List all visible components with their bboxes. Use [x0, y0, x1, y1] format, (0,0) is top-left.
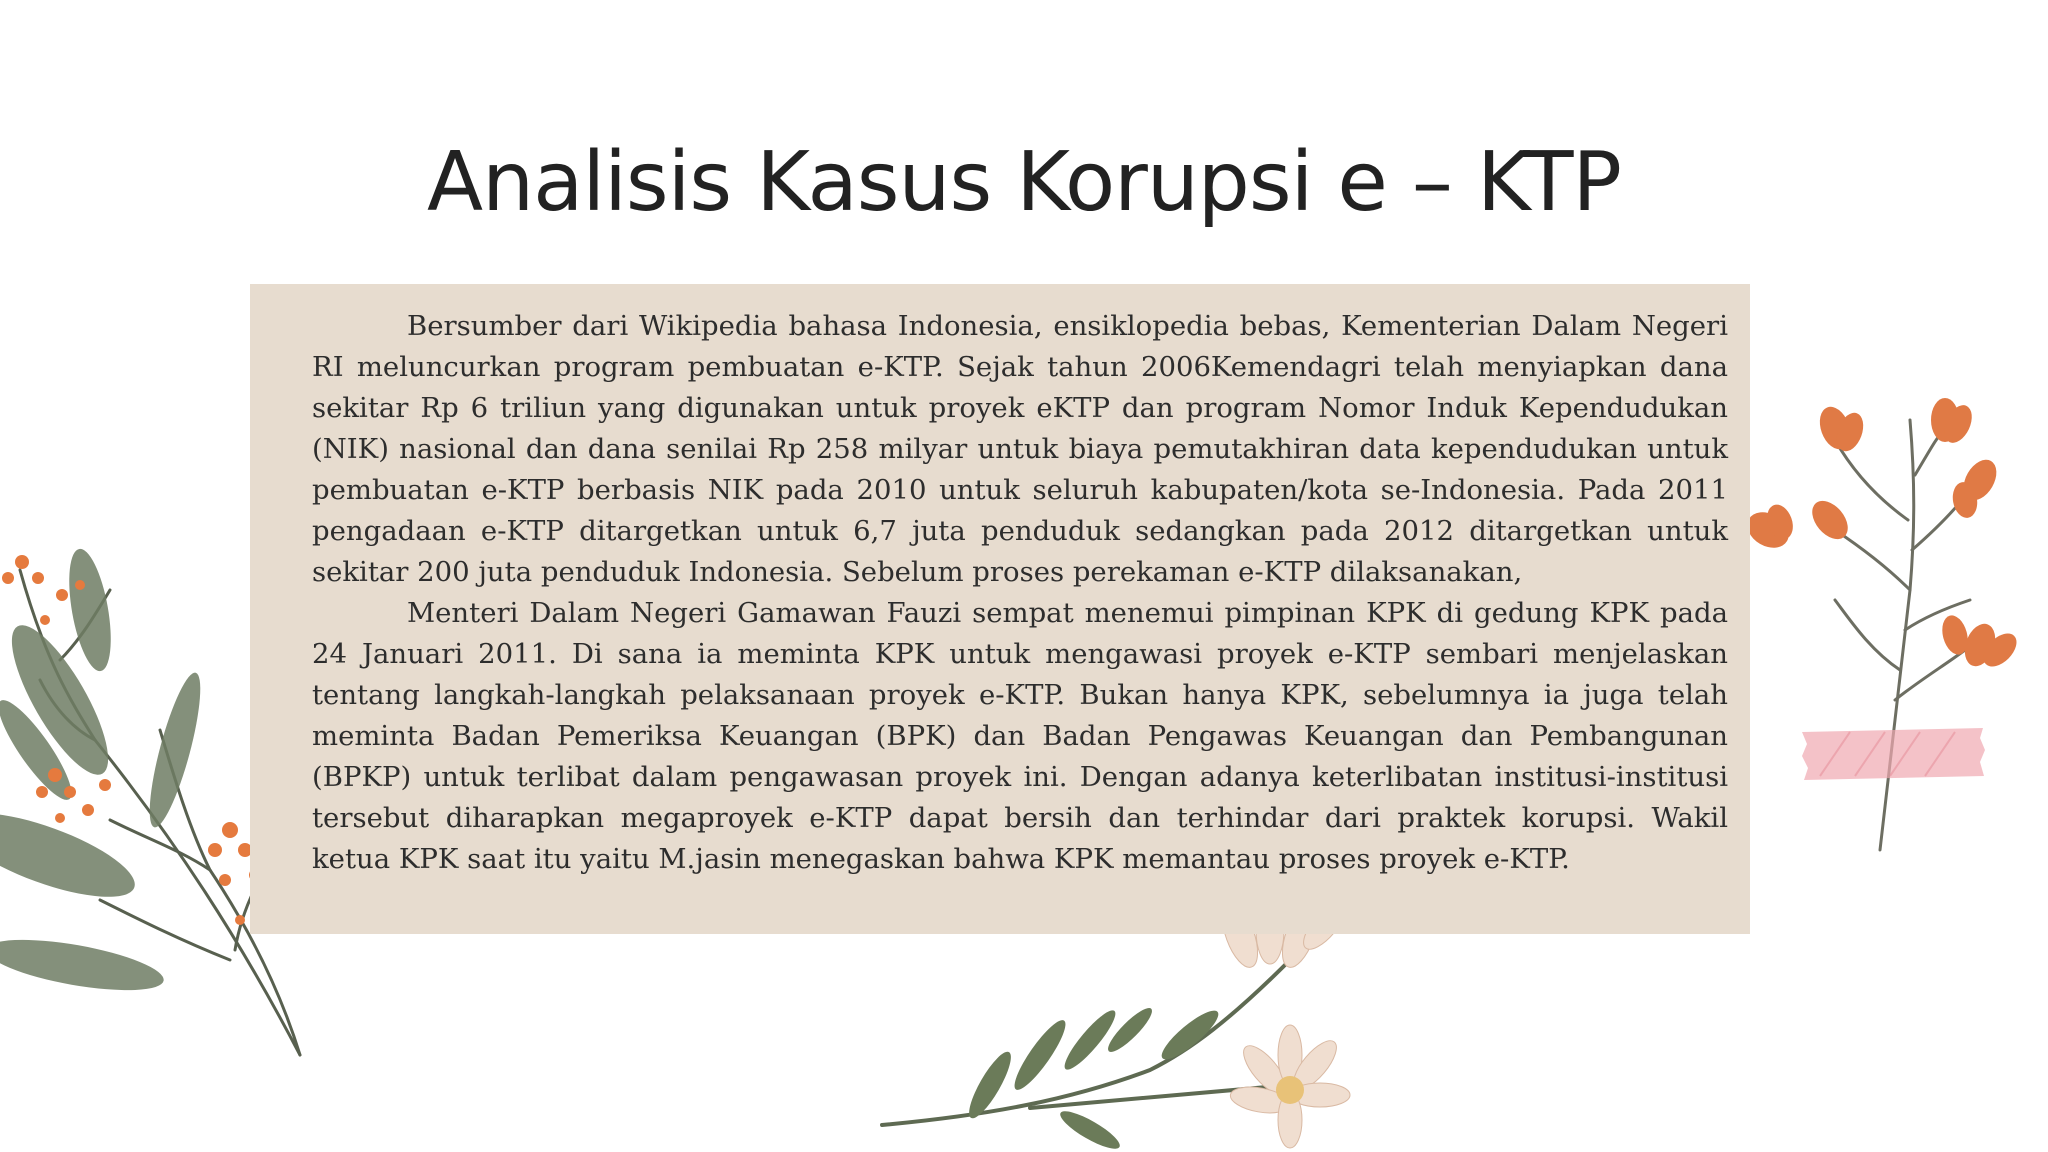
pink-tape-icon — [1800, 728, 1985, 780]
right-orange-flower-icon — [1740, 380, 2048, 860]
bottom-daisy-icon — [870, 920, 1370, 1152]
paragraph-2: Menteri Dalam Negeri Gamawan Fauzi sempat menemui pimpinan KPK di gedung KPK pada 24 Januari 2011. Di sana ia meminta KPK untuk mengawasi proyek e-KTP sembari menjelaskan tentang langkah-langkah pelaksanaan proyek e-KTP. Bukan hanya KPK, sebelumnya ia juga telah meminta Badan Pemeriksa Keuangan (BPK) dan Badan Pengawas Keuangan dan Pembangunan (BPKP) untuk terlibat dalam pengawasan proyek ini. Dengan adanya keterlibatan institusi-institusi tersebut diharapkan megaproyek e-KTP dapat bersih dan terhindar dari praktek korupsi. Wakil ketua KPK saat itu yaitu M.jasin menegaskan bahwa KPK memantau proses proyek e-KTP. — [312, 597, 1728, 875]
slide-title: Analisis Kasus Korupsi e – KTP — [427, 135, 1621, 230]
content-text-box — [250, 284, 1750, 934]
paragraph-1: Bersumber dari Wikipedia bahasa Indonesia, ensiklopedia bebas, Kementerian Dalam Negeri RI meluncurkan program pembuatan e-KTP. Sejak tahun 2006Kemendagri telah menyiapkan dana sekitar Rp 6 triliun yang digunakan untuk proyek eKTP dan program Nomor Induk Kependudukan (NIK) nasional dan dana senilai Rp 258 milyar untuk biaya pemutakhiran data kependudukan untuk pembuatan e-KTP berbasis NIK pada 2010 untuk seluruh kabupaten/kota se-Indonesia. Pada 2011 pengadaan e-KTP ditargetkan untuk 6,7 juta penduduk sedangkan pada 2012 ditargetkan untuk sekitar 200 juta penduduk Indonesia. Sebelum proses perekaman e-KTP dilaksanakan, — [312, 310, 1728, 588]
